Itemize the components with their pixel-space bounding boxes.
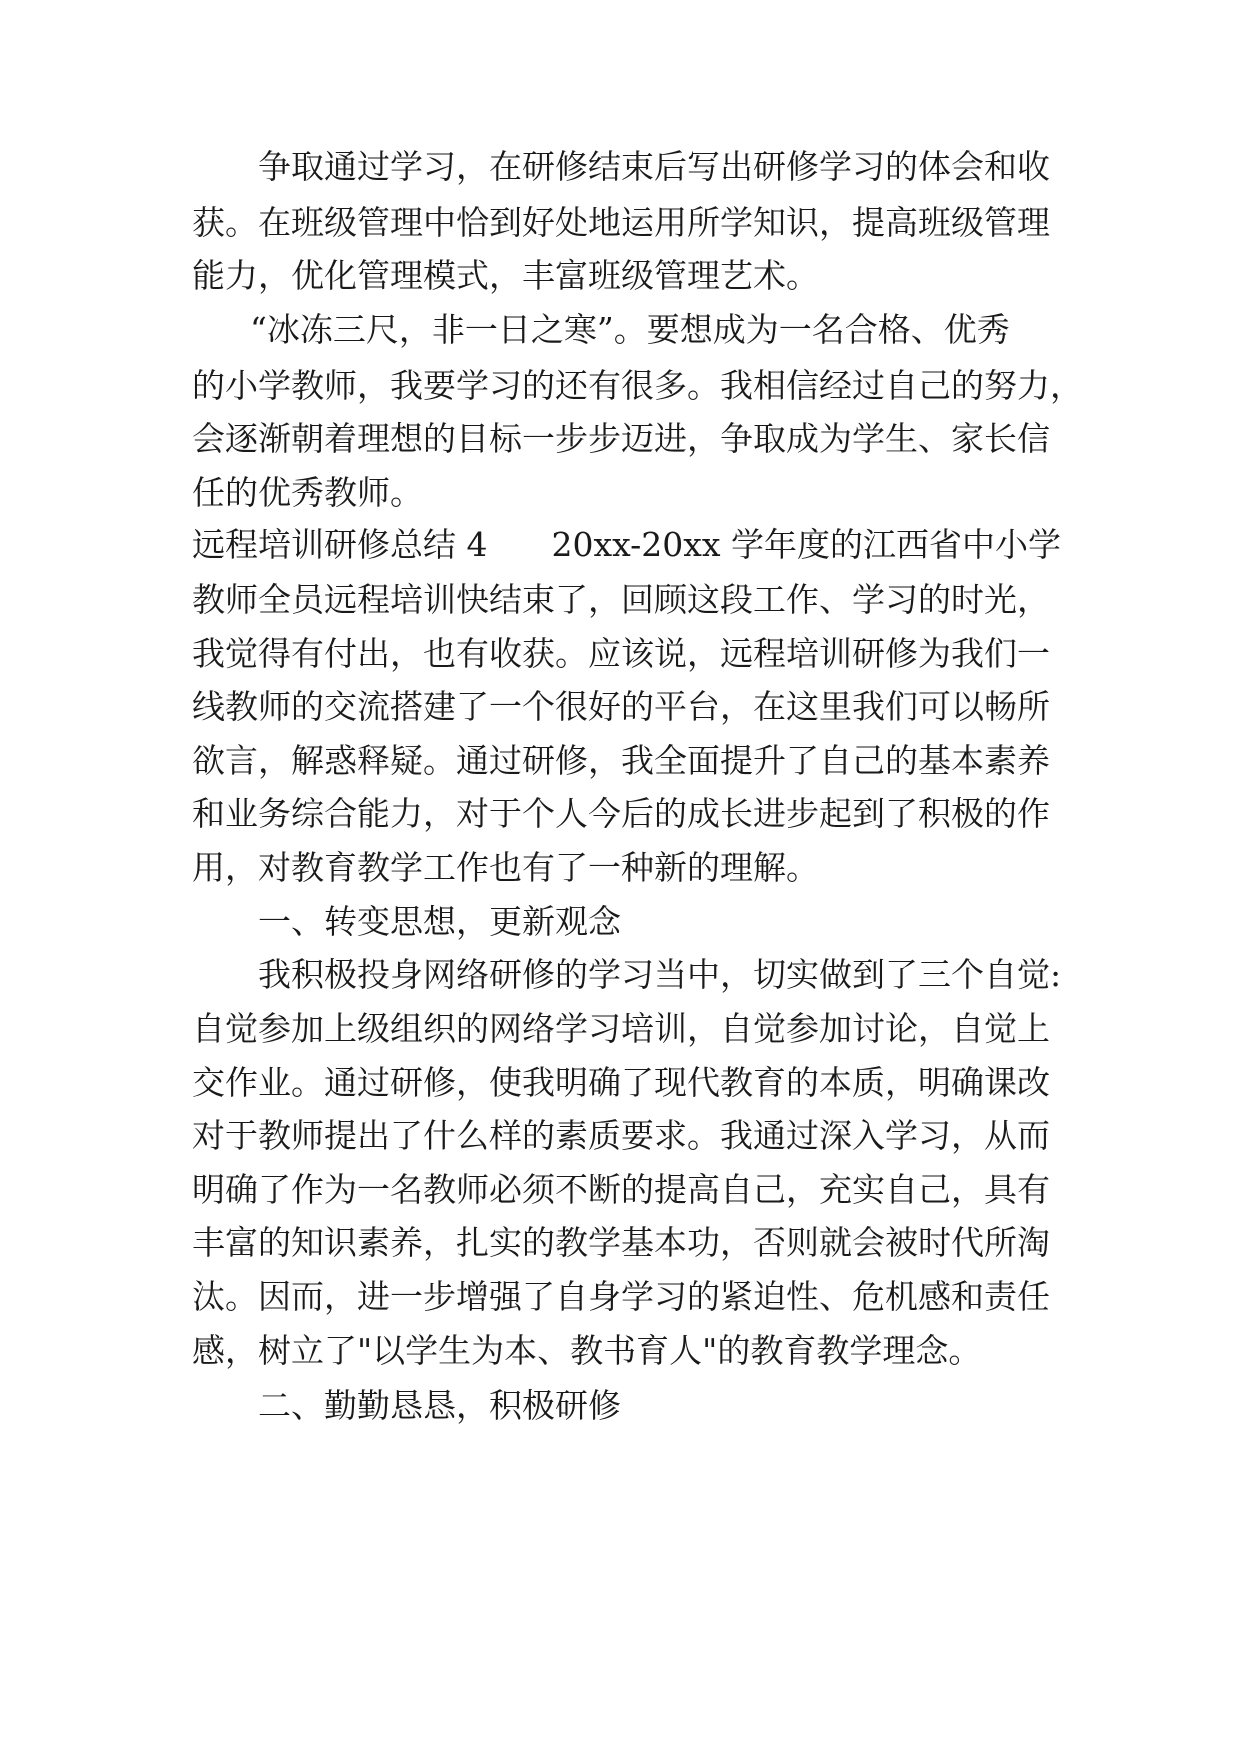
- paragraph-line: 感，树立了"以学生为本、教书育人"的教育教学理念。: [192, 1331, 982, 1370]
- subheading: 一、转变思想，更新观念: [258, 902, 621, 941]
- paragraph-line: 我积极投身网络研修的学习当中，切实做到了三个自觉:: [258, 955, 1062, 994]
- paragraph-line: 欲言，解惑释疑。通过研修，我全面提升了自己的基本素养: [192, 741, 1050, 780]
- subheading: 二、勤勤恳恳，积极研修: [258, 1386, 621, 1425]
- paragraph-line: 明确了作为一名教师必须不断的提高自己，充实自己，具有: [192, 1170, 1050, 1209]
- paragraph-line: 交作业。通过研修，使我明确了现代教育的本质，明确课改: [192, 1063, 1050, 1102]
- paragraph-line: “冰冻三尺，非一日之寒”。要想成为一名合格、优秀: [250, 310, 1010, 349]
- paragraph-line: 汰。因而，进一步增强了自身学习的紧迫性、危机感和责任: [192, 1277, 1050, 1316]
- section-heading-line: [192, 514, 1072, 576]
- paragraph-line: 和业务综合能力，对于个人今后的成长进步起到了积极的作: [192, 794, 1050, 833]
- paragraph-line: 争取通过学习，在研修结束后写出研修学习的体会和收: [258, 147, 1050, 186]
- paragraph-line: 丰富的知识素养，扎实的教学基本功，否则就会被时代所淘: [192, 1223, 1050, 1262]
- paragraph-line: 我觉得有付出，也有收获。应该说，远程培训研修为我们一: [192, 634, 1050, 673]
- section-heading: 远程培训研修总结 4: [192, 525, 488, 564]
- paragraph-line: 用，对教育教学工作也有了一种新的理解。: [192, 848, 819, 887]
- paragraph-line: 自觉参加上级组织的网络学习培训，自觉参加讨论，自觉上: [192, 1009, 1050, 1048]
- paragraph-line: 对于教师提出了什么样的素质要求。我通过深入学习，从而: [192, 1116, 1050, 1155]
- paragraph-line: 教师全员远程培训快结束了，回顾这段工作、学习的时光，: [192, 580, 1050, 619]
- school-year-text: 20xx-20xx 学年度的江西省中小学: [551, 525, 1061, 564]
- paragraph-line: 的小学教师，我要学习的还有很多。我相信经过自己的努力，: [192, 366, 1083, 405]
- paragraph-line: 获。在班级管理中恰到好处地运用所学知识，提高班级管理: [192, 203, 1050, 242]
- paragraph-line: 会逐渐朝着理想的目标一步步迈进，争取成为学生、家长信: [192, 419, 1050, 458]
- paragraph-line: 线教师的交流搭建了一个很好的平台，在这里我们可以畅所: [192, 687, 1050, 726]
- paragraph-line: 任的优秀教师。: [192, 473, 423, 512]
- paragraph-line: 能力，优化管理模式，丰富班级管理艺术。: [192, 256, 819, 295]
